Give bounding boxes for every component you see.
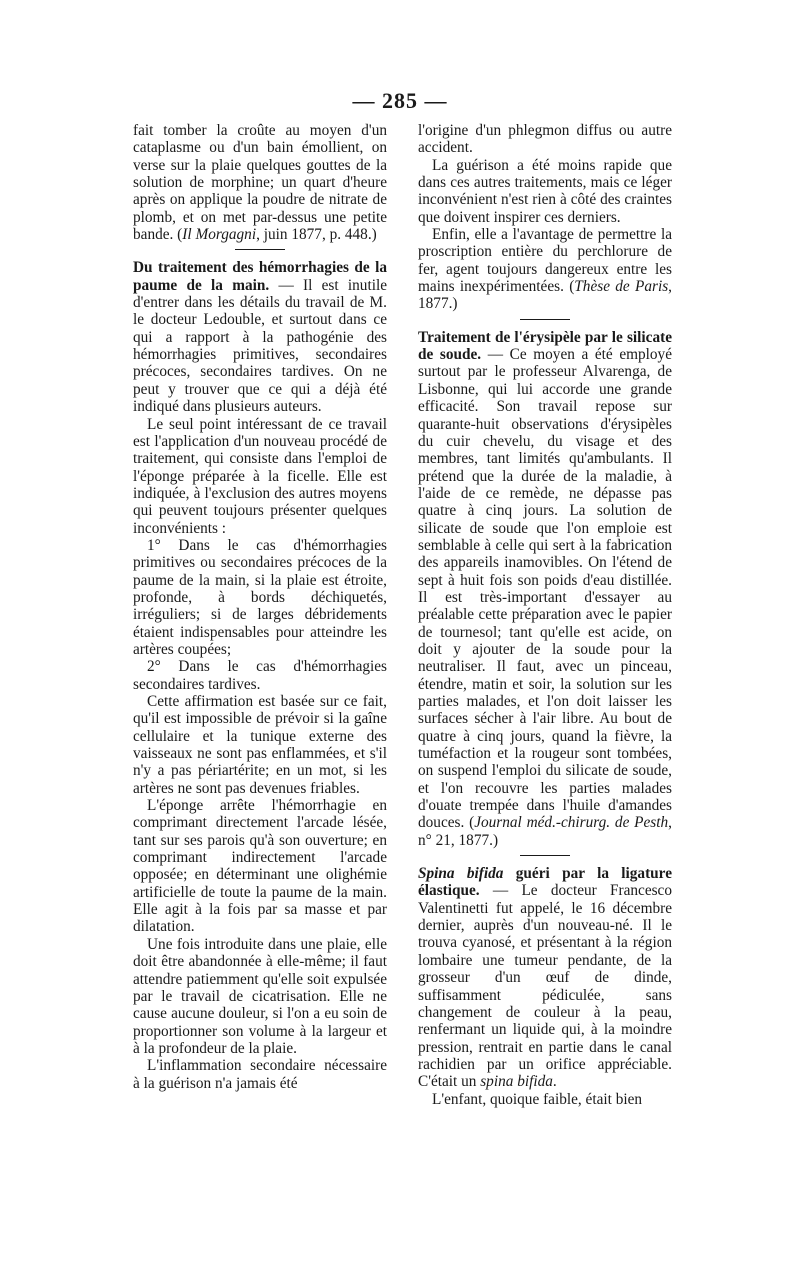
section-separator bbox=[520, 319, 570, 320]
paragraph: Le seul point intéressant de ce travail est l'application d'un nouveau procédé de traitement, qui consiste dans l'emploi de l'éponge préparée à la ficelle. Elle est indiquée, à l'exclusion des autres moyens qui peuvent toujours présenter quelques inconvénients : bbox=[133, 415, 387, 537]
article-body: . bbox=[552, 1073, 557, 1091]
source-citation: Journal méd.-chirurg. de Pesth bbox=[474, 814, 669, 832]
source-citation-rest: , 1877.) bbox=[418, 278, 672, 313]
paragraph: L'inflammation secondaire nécessaire à la guérison n'a jamais été bbox=[133, 1057, 387, 1092]
article-hemorrhagies bbox=[133, 259, 387, 415]
right-column bbox=[418, 122, 672, 1108]
paragraph: Cette affirmation est basée sur ce fait, qu'il est impossible de prévoir si la gaîne cellulaire et la tunique externe des vaisseaux ne sont pas enflammées, et s'il n'y a pas périartérite; en un mot, si les artères ne sont pas devenues friables. bbox=[133, 693, 387, 797]
paragraph bbox=[133, 122, 387, 243]
article-heading-italic: Spina bifida bbox=[418, 865, 504, 883]
source-citation: Thèse de Paris bbox=[574, 278, 669, 296]
page-number: — 285 — bbox=[352, 88, 448, 113]
paragraph: L'enfant, quoique faible, était bien bbox=[432, 1090, 643, 1108]
source-citation-rest: , juin 1877, p. 448.) bbox=[256, 226, 377, 244]
source-citation-rest: , n° 21, 1877.) bbox=[418, 814, 672, 849]
paragraph bbox=[418, 226, 672, 313]
article-heading: guéri par la ligature élastique. bbox=[418, 865, 672, 900]
article-body: — Le docteur Francesco Valentinetti fut appelé, le 16 décembre dernier, auprès d'un nouveau-né. Il le trouva cyanosé, et présentant à la région lombaire une tumeur pendante, de la grosseur d'un œuf de dinde, suffisamment pédiculée, sans changement de couleur à la peau, renfermant un liquide qui, à la moindre pression, rentrait en partie dans le canal rachidien par un orifice appréciable. C'était un bbox=[418, 882, 672, 1091]
section-separator bbox=[235, 249, 285, 250]
source-citation: Il Morgagni bbox=[182, 226, 257, 244]
paragraph: 1° Dans le cas d'hémorrhagies primitives ou secondaires précoces de la paume de la main, si la plaie est étroite, profonde, à bords déchiquetés, irréguliers; si de larges débridements étaient indispensables pour atteindre les artères coupées; bbox=[133, 536, 387, 658]
article-erysipele bbox=[418, 329, 672, 849]
article-spina-bifida bbox=[418, 865, 672, 1090]
paragraph-text: fait tomber la croûte au moyen d'un cataplasme ou d'un bain émollient, on verse sur la plaie quelques gouttes de la solution de morphine; un quart d'heure après on applique la poudre de nitrate de plomb, et on met par-dessus une petite bande. ( bbox=[133, 122, 387, 244]
article-body-italic: spina bifida bbox=[480, 1073, 553, 1091]
article-heading: Du traitement des hémorrhagies de la paume de la main. bbox=[133, 259, 387, 294]
paragraph: Une fois introduite dans une plaie, elle doit être abandonnée à elle-même; il faut attendre patiemment qu'elle soit expulsée par le travail de cicatrisation. Elle ne cause aucune douleur, si l'on a eu soin de proportionner son volume à la largeur et à la profondeur de la plaie. bbox=[133, 935, 387, 1057]
article-body: — Il est inutile d'entrer dans les détails du travail de M. le docteur Ledouble, et surtout dans ce qui a rapport à la pathogénie des hémorrhagies primitives, secondaires précoces, secondaires tardives. On ne peut y trouver que ce qui a déjà été indiqué dans plusieurs auteurs. bbox=[133, 276, 387, 416]
paragraph: La guérison a été moins rapide que dans ces autres traitements, mais ce léger inconvénient n'est rien à côté des craintes que doivent inspirer ces derniers. bbox=[418, 156, 672, 226]
left-column bbox=[133, 122, 387, 1092]
article-body: — Ce moyen a été employé surtout par le professeur Alvarenga, de Lisbonne, qui lui accorde une grande efficacité. Son travail repose sur quarante-huit observations d'érysipèles du cuir chevelu, du visage et des membres, tant limités qu'ambulants. Il prétend que la durée de la maladie, à l'aide de ce remède, ne dépasse pas quatre à cinq jours. La solution de silicate de soude que l'on emploie est semblable à celle qui sert à la fabrication des appareils inamovibles. On l'étend de sept à huit fois son poids d'eau distillée. Il est très-important d'essayer au préalable cette préparation avec le papier de tournesol; tant qu'elle est acide, on doit y ajouter de la soude pour la neutraliser. Il faut, avec un pinceau, étendre, matin et soir, la solution sur les parties malades, et l'on doit laisser les surfaces sécher à l'air libre. Au bout de quatre à cinq jours, quand la fièvre, la tuméfaction et la rougeur sont tombées, on suspend l'emploi du silicate de soude, et l'on recouvre les parties malades d'ouate trempée dans l'huile d'amandes douces. ( bbox=[418, 346, 672, 832]
paragraph-text: Enfin, elle a l'avantage de permettre la proscription entière du perchlorure de fer, agent toujours dangereux entre les mains inexpérimentées. ( bbox=[418, 226, 672, 296]
paragraph: L'éponge arrête l'hémorrhagie en comprimant directement l'arcade lésée, tant sur ses parois qu'à son ouverture; en comprimant indirectement l'arcade opposée; en déterminant une olighémie artificielle de toute la paume de la main. Elle agit à la fois par sa masse et par dilatation. bbox=[133, 797, 387, 936]
paragraph: 2° Dans le cas d'hémorrhagies secondaires tardives. bbox=[133, 658, 387, 693]
section-separator bbox=[520, 855, 570, 856]
article-heading: Traitement de l'érysipèle par le silicate de soude. bbox=[418, 328, 672, 364]
paragraph: l'origine d'un phlegmon diffus ou autre accident. bbox=[418, 122, 672, 157]
